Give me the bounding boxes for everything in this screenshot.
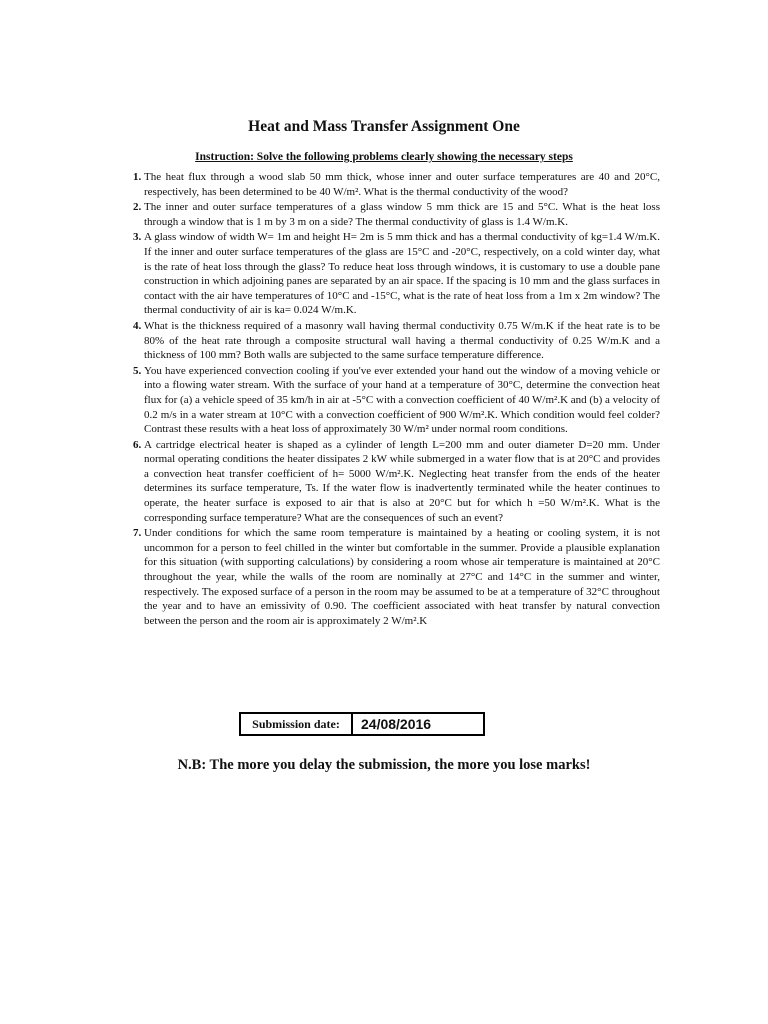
note-line: N.B: The more you delay the submission, the more you lose marks! <box>177 757 591 773</box>
problem-item: 3. A glass window of width W= 1m and height H= 2m is 5 mm thick and has a thermal conductivity of kg=1.4 W/m.K. If the inner and outer surface temperatures of the glass are 15°C and -20°C, respectively, on a cold winter day, what is the rate of heat loss through the glass? To reduce heat loss through windows, it is customary to use a double pane construction in which adjoining panes are separated by an air space. If the spacing is 10 mm and the glass surfaces in contact with the air have temperatures of 10°C and -15°C, what is the rate of heat loss from a 1m x 2m window? The thermal conductivity of air is ka= 0.024 W/m.K. <box>144 230 660 318</box>
problem-item: 5. You have experienced convection cooling if you've ever extended your hand out the window of a moving vehicle or into a flowing water stream. With the surface of your hand at a temperature of 30°C, determine the convection heat flux for (a) a vehicle speed of 35 km/h in air at -5°C with a convection coefficient of 40 W/m².K and (b) a velocity of 0.2 m/s in a water stream at 10°C with a convection coefficient of 900 W/m².K. Which condition would feel colder? Contrast these results with a heat loss of approximately 30 W/m² under normal room conditions. <box>144 364 660 437</box>
document-title: Heat and Mass Transfer Assignment One <box>248 118 520 135</box>
submission-date: 24/08/2016 <box>361 716 432 732</box>
problem-item: 2. The inner and outer surface temperatures of a glass window 5 mm thick are 15 and 5°C. What is the heat loss through a window that is 1 m by 3 m on a side? The thermal conductivity of glass is 1.4 W/m.K. <box>144 200 660 229</box>
problem-list <box>122 170 660 629</box>
problem-item: 7. Under conditions for which the same room temperature is maintained by a heating or cooling system, it is not uncommon for a person to feel chilled in the winter but comfortable in the summer. Provide a plausible explanation for this situation (with supporting calculations) by considering a room whose air temperature is maintained at 20°C throughout the year, while the walls of the room are nominally at 27°C and 14°C in the summer and winter, respectively. The exposed surface of a person in the room may be assumed to be at a temperature of 32°C throughout the year and to have an emissivity of 0.90. The coefficient associated with heat transfer by natural convection between the person and the room air is approximately 2 W/m².K <box>144 526 660 628</box>
submission-box <box>239 712 485 736</box>
instruction-line: Instruction: Solve the following problems clearly showing the necessary steps <box>195 151 573 163</box>
problem-item: 1. The heat flux through a wood slab 50 mm thick, whose inner and outer surface temperatures are 40 and 20°C, respectively, has been determined to be 40 W/m². What is the thermal conductivity of the wood? <box>144 170 660 199</box>
problem-item: 4. What is the thickness required of a masonry wall having thermal conductivity 0.75 W/m.K if the heat rate is to be 80% of the heat rate through a composite structural wall having a thermal conductivity of 0.25 W/m.K and a thickness of 100 mm? Both walls are subjected to the same surface temperature difference. <box>144 319 660 363</box>
submission-label: Submission date: <box>241 714 353 734</box>
problem-item: 6. A cartridge electrical heater is shaped as a cylinder of length L=200 mm and outer diameter D=20 mm. Under normal operating conditions the heater dissipates 2 kW while submerged in a water flow that is at 20°C and provides a convection heat transfer coefficient of h= 5000 W/m².K. Neglecting heat transfer from the ends of the heater determines its surface temperature, Ts. If the water flow is inadvertently terminated while the heater continues to operate, the heater surface is exposed to air that is also at 20°C but for which h =50 W/m².K. What is the corresponding surface temperature? What are the consequences of such an event? <box>144 438 660 526</box>
